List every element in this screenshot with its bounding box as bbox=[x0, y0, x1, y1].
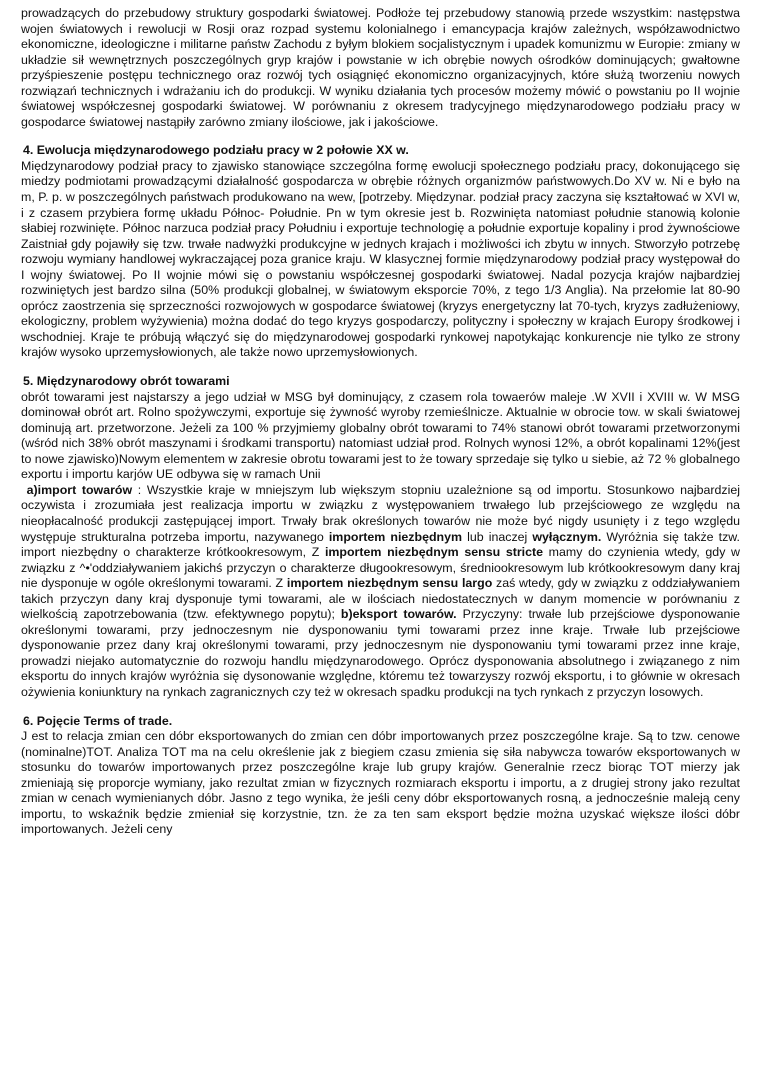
section-6-paragraph: J est to relacja zmian cen dóbr eksportowanych do zmian cen dóbr importowanych przez poszczególne kraje. Są to tzw. cenowe (nominalne)TOT. Analiza TOT ma na celu określenie jak z biegiem czasu zmienia się siła nabywcza towarów eksportowanych w stosunku do towarów importowanych przez poszczególne kraje lub grupy krajów. Generalnie rzecz biorąc TOT mierzy jak zmieniają się proporcje wymiany, jako rezultat zmian w fizycznych rozmiarach eksportu i importu, a z drugiej strony jako rezultat zmian w cenach wymienianych dóbr. Jasno z tego wynika, że jeśli ceny dóbr eksportowanych rosną, a jednocześnie maleją ceny importu, to wskaźnik będzie zmieniał się korzystnie, tzn. że za ten sam eksport będzie można uzyskać większe ilości dóbr importowanych. Jeżeli ceny bbox=[21, 729, 740, 837]
import-term-wylaczny: wyłącznym. bbox=[532, 529, 602, 544]
import-text-1: : Wszystkie kraje w mniejszym lub większym stopniu uzależnione są od importu. Stosunkowo najbardziej oczywista i zrozumiała jest realizacja importu w związku z występowaniem trwałego lub przejściowego ze względu na nieopłacalność produkcji zastępującej import. Trwały brak określonych towarów nie może być nigdy usunięty i z tego względu występuje strukturalna potrzeba importu, nazywanego bbox=[21, 482, 741, 544]
section-6-heading: 6. Pojęcie Terms of trade. bbox=[23, 713, 173, 728]
export-text: Przyczyny: trwałe lub przejściowe dysponowanie określonymi towarami, przy jednoczesnym nie dysponowaniu tymi towarami przez inne kraje. Trwałe lub przejściowe dysponowanie przez dany kraj określonymi towarami, przy jednoczesnym nie dysponowaniu tymi towarami przez inne kraje, prowadzi niejako automatycznie do rozwoju handlu międzynarodowego. Oprócz dysponowania absolutnego i związanego z nim eksportu do innych krajów wyróżnia się dysonowanie względne, któremu też towarzyszy rozwój eksportu, i to głównie w okresach ożywienia koniunktury na rynkach zagranicznych czy też w okresach spadku produkcji na tych rynkach z przyczyn losowych. bbox=[21, 607, 740, 699]
section-5-paragraph: obrót towarami jest najstarszy a jego udział w MSG był dominujący, z czasem rola towaerów maleje .W XVII i XVIII w. W MSG dominował obrót art. Rolno spożywczymi, exportuje się żywność wyroby rzemieślnicze. Aktualnie w obrocie tow. w skali światowej dominują art. przetworzone. Jeżeli za 100 % przyjmiemy globalny obrót towarami to 74% stanowi obrót towarami przetworzonymi (wśród nich 38% obrót maszynami i środkami transportu) natomiast udział prod. Rolnych wynosi 12%, a obrót kopalinami 12%(jest to nowe zjawisko)Nowym elementem w zakresie obrotu towarami jest to że towary sprzedaje się tylko u siebie, aż 72 % globalnego exportu i importu karjów UE odbywa się w ramach Unii bbox=[21, 389, 740, 482]
import-text-3: Wyróżnia się także tzw. import niezbędny o charakterze krótkookresowym, Z bbox=[21, 529, 740, 560]
import-heading: a)import towarów bbox=[26, 482, 133, 497]
import-term-niezbedny: importem niezbędnym bbox=[328, 529, 463, 544]
import-text-2: lub inaczej bbox=[462, 529, 533, 544]
intro-paragraph: prowadzących do przebudowy struktury gospodarki światowej. Podłoże tej przebudowy stanowią przede wszystkim: następstwa wojen światowych i rewolucji w Rosji oraz rozpad systemu kolonialnego i emancypacja krajów zależnych, współzawodnictwo ekonomiczne, ideologiczne i militarne państw Zachodu z byłym blokiem socjalistycznym i upadek komunizmu w Europie: zmiany w układzie sił wewnętrznych poszczególnych gryp krajów i powstanie w ich obrębie nowych ośrodków dominujących; gwałtowne przyśpieszenie postępu technicznego oraz rozwój tych osiągnięć ekonomiczno organizacyjnych, które służą tworzeniu nowych rozwiązań technicznych i wdrażaniu ich do produkcji. W wyniku działania tych procesów możemy mówić o powstaniu po II wojnie światowej współczesnej gospodarki światowej. W porównaniu z okresem tradycyjnego międzynarodowego podziału pracy w gospodarce światowej nastąpiły zarówno zmiany ilościowe, jak i jakościowe. bbox=[21, 6, 740, 129]
import-term-largo: importem niezbędnym sensu largo bbox=[286, 576, 493, 591]
export-heading: b)eksport towarów. bbox=[340, 607, 457, 622]
import-text-4: mamy do czynienia wtedy, gdy w związku z ^•'oddziaływaniem jakichś przyczyn o charakterze długookresowym, średniookresowym lub krótkookresowym dany kraj nie dysponuje w ogóle określonymi towarami. Z bbox=[21, 545, 740, 591]
section-4-paragraph: Międzynarodowy podział pracy to zjawisko stanowiące szczególna formę ewolucji społecznego podziału pracy, dokonującego się miedzy podmiotami prowadzącymi działalność gospodarcza w obrębie różnych organizmów państwowych.Do XV w. Ni e było na m, P. p. w poszczególnych państwach produkowano na wew, [potrzeby. Międzynar. podział pracy zaczyna się kształtować w XVI w, i z czasem przybiera formę układu Północ- Południe. Pn w tym okresie jest b. Rozwinięta natomiast południe stanowią kolonie słabiej rozwinięte. Północ narzuca podział pracy Południu i exportuje technologię a południe exportuje kopaliny i prod żywnościowe Zaistniał gdy pojawiły się tzw. trwałe nadwyżki produkcyjne w jednych krajach i możliwości ich zbytu w innych. Stworzyło potrzebę rozwoju wymiany handlowej wykraczającej poza granice kraju. W klasycznej formie międzynarodowy podział pracy występował do I wojny światowej. Po II wojnie mówi się o powstaniu współczesnej gospodarki światowej. Nadal pozycja krajów najbardziej rozwiniętych jest bardzo silna (50% produkcji globalnej, w światowym eksporcie 70%, z tego 1/3 Anglia). Na przełomie lat 80-90 oprócz zaostrzenia się sprzeczności rozwojowych w gospodarce światowej (kryzys energetyczny lat 70-tych, kryzys zadłużeniowy, ekologiczny, problem wyżywienia) można dodać do tego kryzys gospodarczy, polityczny i społeczny w krajach Europy środkowej i wschodniej. Kraje te próbują włączyć się do międzynarodowej gospodarki rynkowej napotykając konkurencje nie tylko ze strony krajów wysoko uprzemysłowionych, ale także nowo uprzemysłowionych. bbox=[21, 158, 740, 360]
spacer bbox=[21, 701, 740, 714]
spacer bbox=[21, 361, 740, 374]
import-term-stricte: importem niezbędnym sensu stricte bbox=[324, 545, 544, 560]
section-5-heading: 5. Międzynarodowy obrót towarami bbox=[23, 374, 230, 389]
import-text-5: zaś wtedy, gdy w związku z oddziaływaniem takich przyczyn dany kraj dysponuje tymi towarami, ale w ilościach niedostatecznych w danym momencie w porównaniu z wielkością zapotrzebowania (tzw. efektywnego popytu); bbox=[21, 576, 740, 622]
import-export-paragraph bbox=[21, 483, 740, 701]
section-4-heading: 4. Ewolucja międzynarodowego podziału pracy w 2 połowie XX w. bbox=[23, 143, 409, 158]
spacer bbox=[21, 130, 740, 143]
